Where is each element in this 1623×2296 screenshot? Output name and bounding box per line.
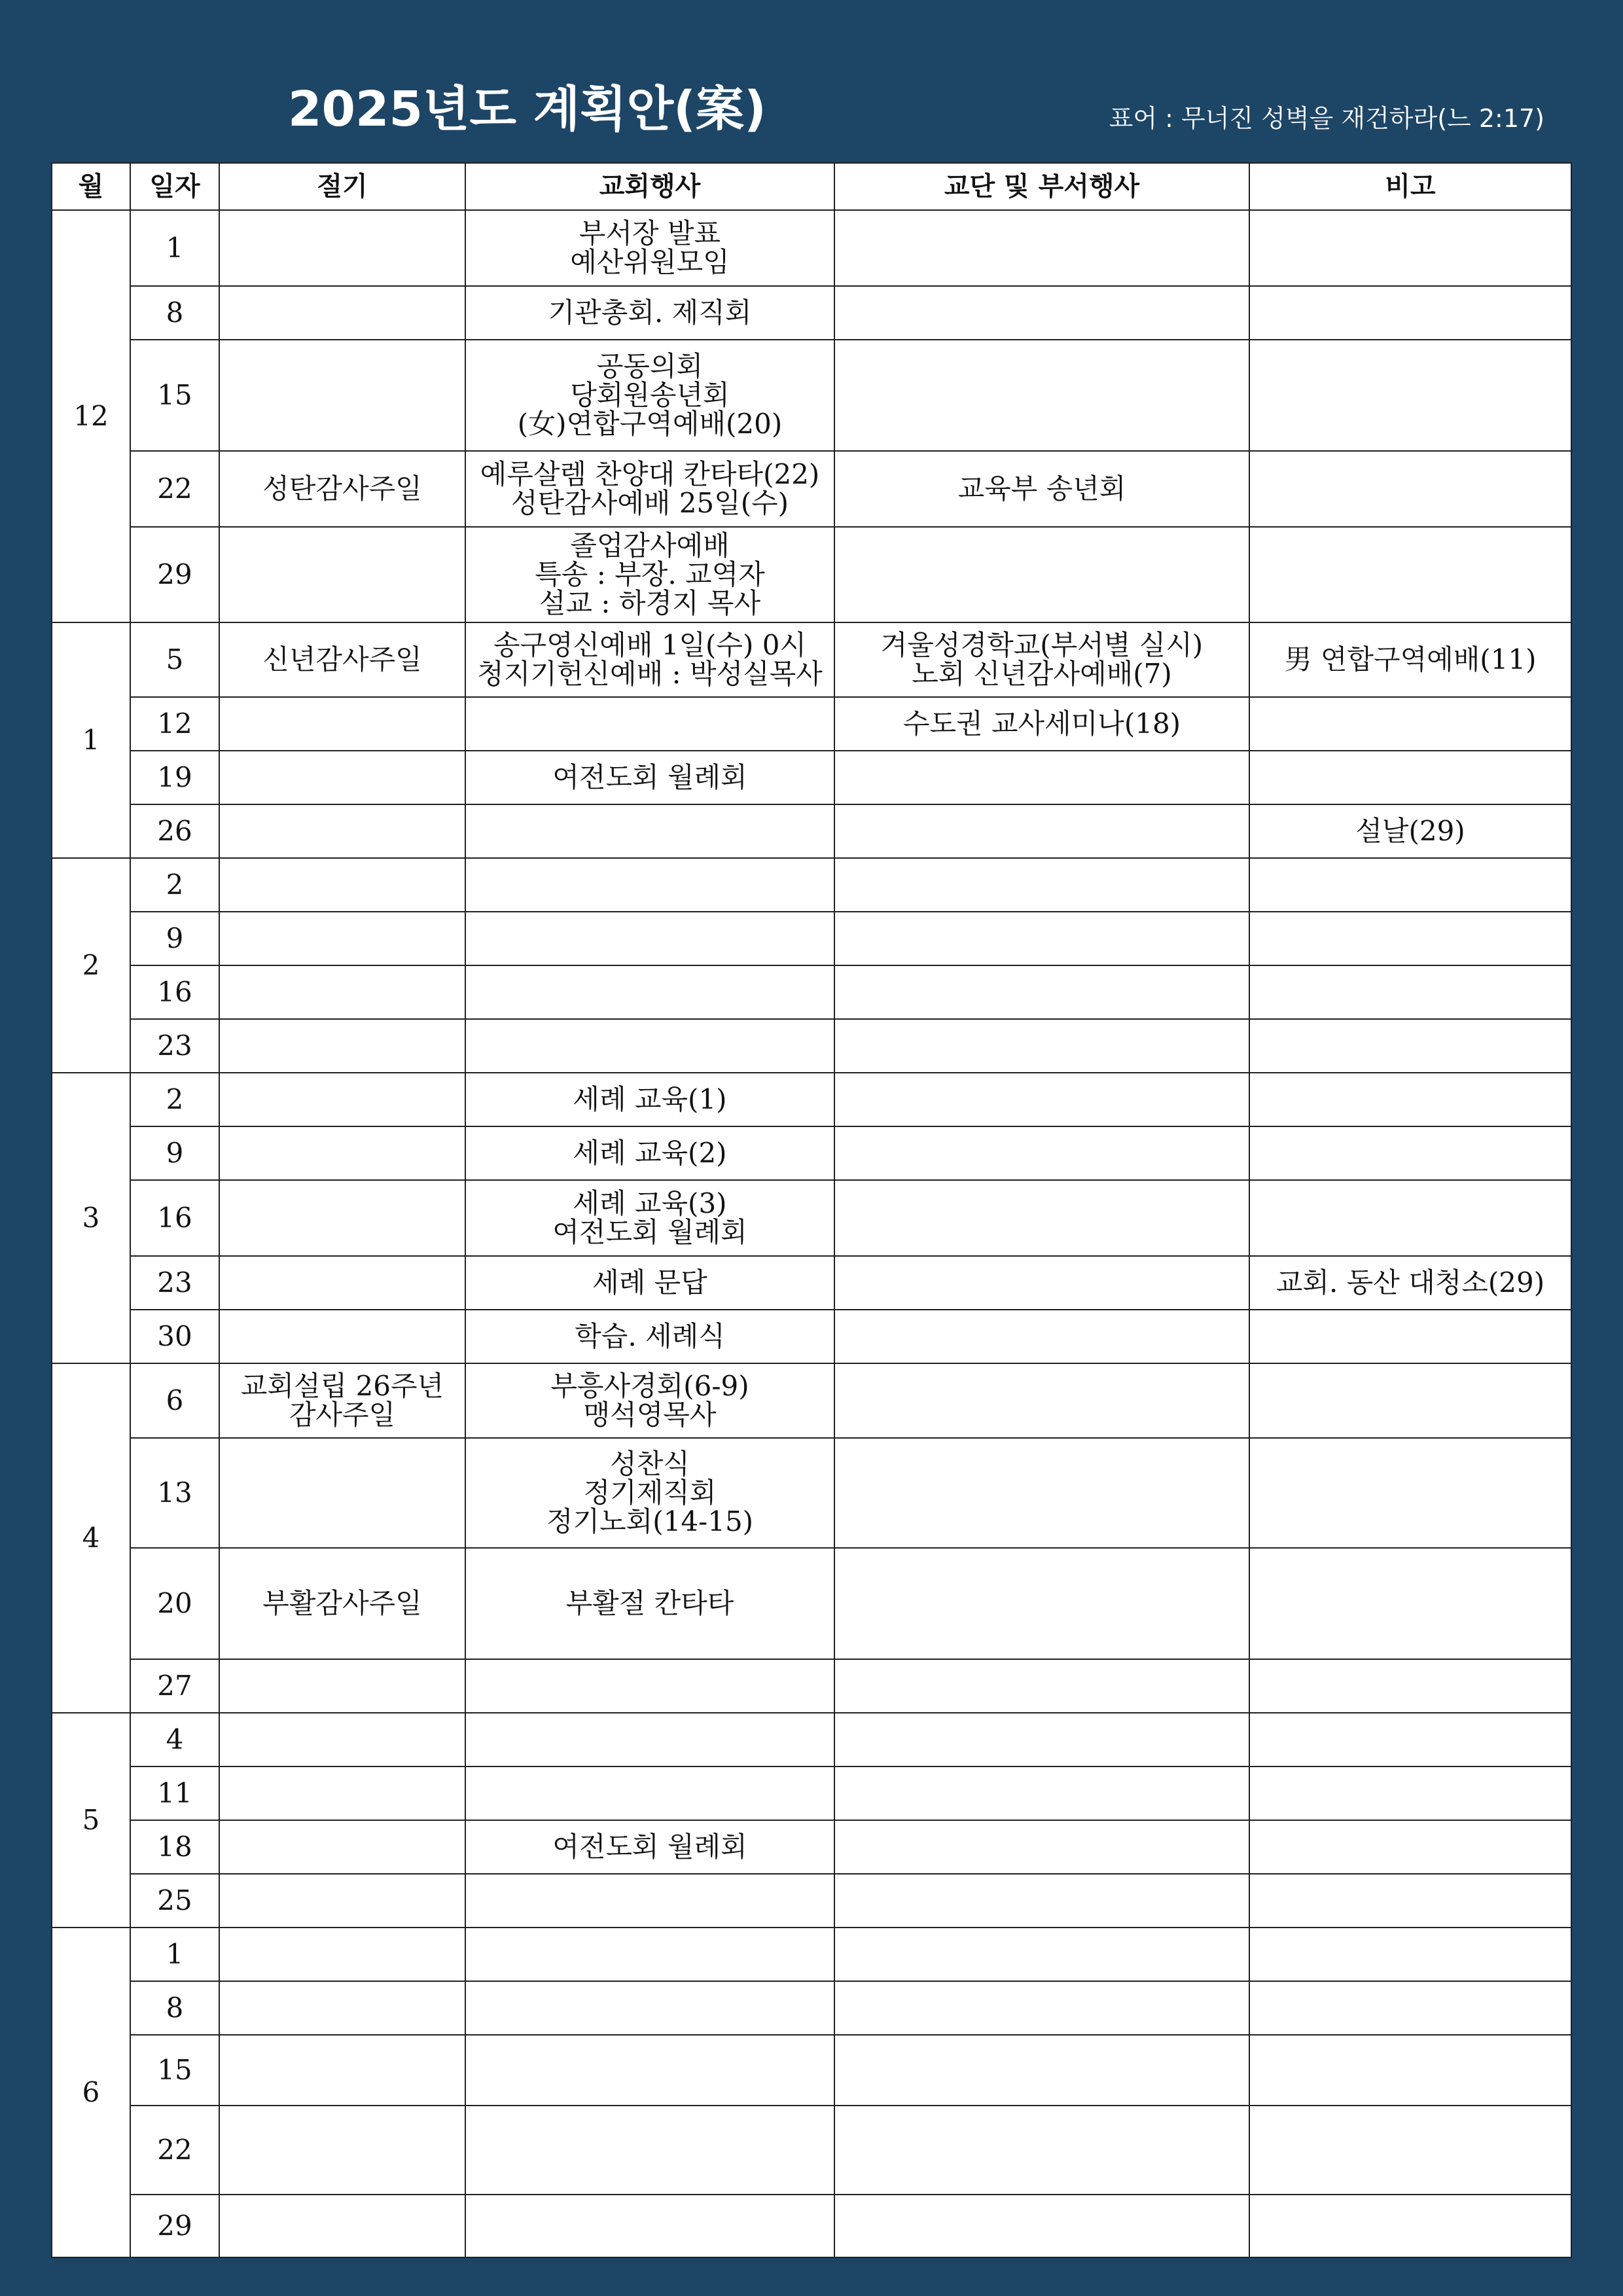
season-cell [219, 912, 465, 965]
church-event-cell [465, 286, 834, 340]
cell-line: 8 [166, 296, 184, 329]
cell-line: 세례 교육(1) [573, 1083, 727, 1115]
note-cell [1249, 286, 1571, 340]
cell-line: 男 연합구역예배(11) [1284, 643, 1537, 675]
table-row [52, 622, 1571, 697]
cell-line: 수도권 교사세미나(18) [902, 707, 1181, 740]
church-event-cell [465, 1363, 834, 1438]
note-cell [1249, 912, 1571, 965]
dept-event-cell [834, 286, 1249, 340]
date-cell [130, 965, 219, 1019]
date-cell [130, 751, 219, 804]
table-row [52, 1256, 1571, 1310]
church-event-cell [465, 1310, 834, 1363]
dept-event-cell [834, 804, 1249, 858]
season-cell [219, 2035, 465, 2106]
date-cell [130, 804, 219, 858]
col-header-season: 절기 [219, 163, 465, 210]
col-header-note: 비고 [1249, 163, 1571, 210]
table-row [52, 1310, 1571, 1363]
dept-event-cell [834, 1019, 1249, 1073]
season-cell [219, 1767, 465, 1820]
table-header-row [52, 163, 1571, 210]
date-cell [130, 1767, 219, 1820]
table-row [52, 1548, 1571, 1659]
note-cell [1249, 1659, 1571, 1713]
dept-event-cell [834, 451, 1249, 527]
table-row [52, 1363, 1571, 1438]
table-row [52, 1126, 1571, 1180]
cell-line: 예산위원모임 [570, 246, 730, 278]
dept-event-cell [834, 1928, 1249, 1981]
cell-line: 5 [166, 643, 184, 675]
date-cell [130, 622, 219, 697]
season-cell [219, 858, 465, 912]
cell-line: 성탄감사예배 25일(수) [510, 487, 789, 519]
table-row [52, 340, 1571, 451]
cell-line: 부서장 발표 [579, 217, 721, 249]
schedule-body [52, 210, 1571, 2257]
note-cell [1249, 210, 1571, 286]
dept-event-cell [834, 2106, 1249, 2195]
cell-line: 정기제직회 [583, 1476, 717, 1509]
church-event-cell [465, 1820, 834, 1874]
season-cell [219, 1981, 465, 2035]
church-event-cell [465, 1548, 834, 1659]
col-header-church-event: 교회행사 [465, 163, 834, 210]
note-cell [1249, 804, 1571, 858]
cell-line: 27 [157, 1669, 192, 1702]
church-event-cell [465, 451, 834, 527]
table-row [52, 286, 1571, 340]
season-cell [219, 527, 465, 622]
dept-event-cell [834, 1548, 1249, 1659]
note-cell [1249, 965, 1571, 1019]
table-row [52, 1874, 1571, 1928]
church-event-cell [465, 622, 834, 697]
cell-line: 교회. 동산 대청소(29) [1275, 1266, 1545, 1299]
date-cell [130, 1713, 219, 1767]
season-cell [219, 451, 465, 527]
cell-line: 교회설립 26주년 [240, 1369, 444, 1402]
cell-line: 12 [157, 707, 192, 740]
motto-text: 표어 : 무너진 성벽을 재건하라(느 2:17) [1109, 104, 1544, 133]
cell-line: 학습. 세례식 [575, 1319, 725, 1352]
table-row [52, 804, 1571, 858]
church-event-cell [465, 1928, 834, 1981]
note-cell [1249, 2195, 1571, 2257]
cell-line: 26 [157, 814, 192, 847]
cell-line: 청지기헌신예배 : 박성실목사 [477, 658, 823, 690]
table-row [52, 965, 1571, 1019]
cell-line: 성찬식 [610, 1447, 690, 1480]
date-cell [130, 527, 219, 622]
cell-line: 23 [157, 1029, 192, 1062]
month-cell: 4 [52, 1363, 130, 1713]
table-row [52, 2195, 1571, 2257]
cell-line: 기관총회. 제직회 [548, 296, 752, 329]
note-cell [1249, 527, 1571, 622]
cell-line: 29 [157, 2209, 192, 2242]
table-row [52, 527, 1571, 622]
table-row [52, 1981, 1571, 2035]
cell-line: 2 [166, 868, 184, 901]
cell-line: 졸업감사예배 [570, 529, 730, 562]
dept-event-cell [834, 697, 1249, 751]
note-cell [1249, 1256, 1571, 1310]
date-cell [130, 1363, 219, 1438]
note-cell [1249, 858, 1571, 912]
cell-line: 1 [166, 1937, 184, 1970]
note-cell [1249, 1310, 1571, 1363]
dept-event-cell [834, 1256, 1249, 1310]
season-cell [219, 2106, 465, 2195]
dept-event-cell [834, 751, 1249, 804]
dept-event-cell [834, 1820, 1249, 1874]
cell-line: 8 [166, 1991, 184, 2024]
page-title: 2025년도 계획안(案) [288, 81, 766, 137]
date-cell [130, 1438, 219, 1548]
cell-line: 부활감사주일 [262, 1587, 422, 1619]
cell-line: 15 [157, 2053, 192, 2086]
date-cell [130, 286, 219, 340]
church-event-cell [465, 858, 834, 912]
church-event-cell [465, 1659, 834, 1713]
season-cell [219, 1713, 465, 1767]
date-cell [130, 1981, 219, 2035]
date-cell [130, 912, 219, 965]
cell-line: 교육부 송년회 [957, 472, 1126, 505]
cell-line: 감사주일 [289, 1399, 396, 1431]
note-cell [1249, 1874, 1571, 1928]
cell-line: 설날(29) [1355, 814, 1465, 847]
dept-event-cell [834, 1363, 1249, 1438]
date-cell [130, 1310, 219, 1363]
date-cell [130, 340, 219, 451]
season-cell [219, 1548, 465, 1659]
cell-line: 세례 문답 [592, 1266, 707, 1299]
note-cell [1249, 1180, 1571, 1256]
note-cell [1249, 340, 1571, 451]
church-event-cell [465, 1874, 834, 1928]
cell-line: 겨울성경학교(부서별 실시) [880, 628, 1204, 661]
table-row [52, 1928, 1571, 1981]
table-row [52, 2035, 1571, 2106]
note-cell [1249, 1981, 1571, 2035]
table-row [52, 1019, 1571, 1073]
date-cell [130, 1659, 219, 1713]
month-cell: 2 [52, 858, 130, 1073]
table-row [52, 1659, 1571, 1713]
note-cell [1249, 1820, 1571, 1874]
note-cell [1249, 751, 1571, 804]
note-cell [1249, 2106, 1571, 2195]
cell-line: 송구영신예배 1일(수) 0시 [493, 628, 807, 661]
table-row [52, 1713, 1571, 1767]
cell-line: 성탄감사주일 [262, 472, 422, 505]
note-cell [1249, 1126, 1571, 1180]
dept-event-cell [834, 1126, 1249, 1180]
col-header-month: 월 [52, 163, 130, 210]
cell-line: 세례 교육(3) [573, 1187, 727, 1219]
season-cell [219, 1820, 465, 1874]
dept-event-cell [834, 210, 1249, 286]
date-cell [130, 451, 219, 527]
dept-event-cell [834, 2035, 1249, 2106]
note-cell [1249, 1928, 1571, 1981]
month-cell: 1 [52, 622, 130, 858]
season-cell [219, 965, 465, 1019]
dept-event-cell [834, 2195, 1249, 2257]
date-cell [130, 2106, 219, 2195]
cell-line: 11 [157, 1776, 192, 1809]
cell-line: 6 [166, 1384, 184, 1416]
note-cell [1249, 697, 1571, 751]
cell-line: 맹석영목사 [583, 1399, 717, 1431]
date-cell [130, 1928, 219, 1981]
note-cell [1249, 1438, 1571, 1548]
cell-line: 예루살렘 찬양대 칸타타(22) [480, 457, 820, 490]
cell-line: 16 [157, 975, 192, 1008]
dept-event-cell [834, 965, 1249, 1019]
cell-line: 29 [157, 558, 192, 590]
cell-line: 신년감사주일 [262, 643, 422, 675]
season-cell [219, 1180, 465, 1256]
dept-event-cell [834, 1874, 1249, 1928]
note-cell [1249, 2035, 1571, 2106]
dept-event-cell [834, 1713, 1249, 1767]
church-event-cell [465, 1019, 834, 1073]
date-cell [130, 2035, 219, 2106]
date-cell [130, 1548, 219, 1659]
church-event-cell [465, 2195, 834, 2257]
date-cell [130, 2195, 219, 2257]
cell-line: 22 [157, 2133, 192, 2166]
season-cell [219, 1310, 465, 1363]
church-event-cell [465, 1981, 834, 2035]
date-cell [130, 1019, 219, 1073]
date-cell [130, 697, 219, 751]
season-cell [219, 1019, 465, 1073]
table-row [52, 751, 1571, 804]
season-cell [219, 340, 465, 451]
cell-line: 1 [166, 231, 184, 264]
church-event-cell [465, 2035, 834, 2106]
cell-line: 16 [157, 1201, 192, 1234]
cell-line: 당회원송년회 [570, 378, 730, 411]
church-event-cell [465, 1180, 834, 1256]
table-row [52, 697, 1571, 751]
church-event-cell [465, 697, 834, 751]
church-event-cell [465, 1438, 834, 1548]
table-row [52, 451, 1571, 527]
cell-line: 특송 : 부장. 교역자 [535, 558, 765, 590]
month-cell: 12 [52, 210, 130, 622]
table-row [52, 1073, 1571, 1126]
table-row [52, 2106, 1571, 2195]
note-cell [1249, 1713, 1571, 1767]
cell-line: 18 [157, 1830, 192, 1863]
date-cell [130, 1256, 219, 1310]
season-cell [219, 286, 465, 340]
season-cell [219, 1928, 465, 1981]
church-event-cell [465, 965, 834, 1019]
note-cell [1249, 1548, 1571, 1659]
dept-event-cell [834, 858, 1249, 912]
col-header-date: 일자 [130, 163, 219, 210]
cell-line: 설교 : 하경지 목사 [539, 587, 761, 620]
season-cell [219, 1256, 465, 1310]
cell-line: 19 [157, 761, 192, 793]
note-cell [1249, 1363, 1571, 1438]
cell-line: 20 [157, 1587, 192, 1619]
church-event-cell [465, 804, 834, 858]
season-cell [219, 1874, 465, 1928]
season-cell [219, 622, 465, 697]
cell-line: 22 [157, 472, 192, 505]
cell-line: 부활절 칸타타 [565, 1587, 734, 1619]
season-cell [219, 2195, 465, 2257]
church-event-cell [465, 340, 834, 451]
schedule-table [51, 162, 1572, 2258]
season-cell [219, 697, 465, 751]
table-row [52, 1180, 1571, 1256]
cell-line: 23 [157, 1266, 192, 1299]
church-event-cell [465, 2106, 834, 2195]
dept-event-cell [834, 912, 1249, 965]
season-cell [219, 804, 465, 858]
date-cell [130, 1180, 219, 1256]
season-cell [219, 1659, 465, 1713]
table-row [52, 1767, 1571, 1820]
date-cell [130, 858, 219, 912]
note-cell [1249, 451, 1571, 527]
season-cell [219, 210, 465, 286]
note-cell [1249, 1073, 1571, 1126]
cell-line: 부흥사경회(6-9) [550, 1369, 749, 1402]
month-cell: 5 [52, 1713, 130, 1928]
date-cell [130, 1126, 219, 1180]
note-cell [1249, 622, 1571, 697]
cell-line: (女)연합구역예배(20) [517, 408, 783, 440]
dept-event-cell [834, 1981, 1249, 2035]
church-event-cell [465, 1256, 834, 1310]
dept-event-cell [834, 1073, 1249, 1126]
date-cell [130, 1820, 219, 1874]
church-event-cell [465, 912, 834, 965]
church-event-cell [465, 210, 834, 286]
dept-event-cell [834, 1659, 1249, 1713]
cell-line: 4 [166, 1723, 184, 1755]
cell-line: 여전도회 월례회 [552, 1216, 747, 1248]
table-row [52, 1438, 1571, 1548]
cell-line: 여전도회 월례회 [552, 761, 747, 793]
table-row [52, 858, 1571, 912]
church-event-cell [465, 1767, 834, 1820]
table-row [52, 912, 1571, 965]
cell-line: 노회 신년감사예배(7) [912, 658, 1172, 690]
cell-line: 2 [166, 1083, 184, 1115]
dept-event-cell [834, 1767, 1249, 1820]
cell-line: 25 [157, 1884, 192, 1916]
season-cell [219, 1126, 465, 1180]
season-cell [219, 1363, 465, 1438]
date-cell [130, 1874, 219, 1928]
dept-event-cell [834, 340, 1249, 451]
dept-event-cell [834, 1438, 1249, 1548]
table-row [52, 210, 1571, 286]
col-header-dept-event: 교단 및 부서행사 [834, 163, 1249, 210]
cell-line: 세례 교육(2) [573, 1136, 727, 1169]
church-event-cell [465, 527, 834, 622]
note-cell [1249, 1019, 1571, 1073]
season-cell [219, 1438, 465, 1548]
season-cell [219, 1073, 465, 1126]
cell-line: 15 [157, 378, 192, 411]
cell-line: 30 [157, 1319, 192, 1352]
dept-event-cell [834, 1310, 1249, 1363]
church-event-cell [465, 1073, 834, 1126]
dept-event-cell [834, 622, 1249, 697]
dept-event-cell [834, 1180, 1249, 1256]
table-row [52, 1820, 1571, 1874]
cell-line: 9 [166, 922, 184, 954]
note-cell [1249, 1767, 1571, 1820]
date-cell [130, 1073, 219, 1126]
church-event-cell [465, 1126, 834, 1180]
cell-line: 공동의회 [596, 350, 704, 382]
date-cell [130, 210, 219, 286]
cell-line: 13 [157, 1476, 192, 1509]
dept-event-cell [834, 527, 1249, 622]
cell-line: 정기노회(14-15) [546, 1505, 754, 1538]
month-cell: 3 [52, 1073, 130, 1363]
cell-line: 여전도회 월례회 [552, 1830, 747, 1863]
church-event-cell [465, 751, 834, 804]
season-cell [219, 751, 465, 804]
church-event-cell [465, 1713, 834, 1767]
cell-line: 9 [166, 1136, 184, 1169]
month-cell: 6 [52, 1928, 130, 2257]
